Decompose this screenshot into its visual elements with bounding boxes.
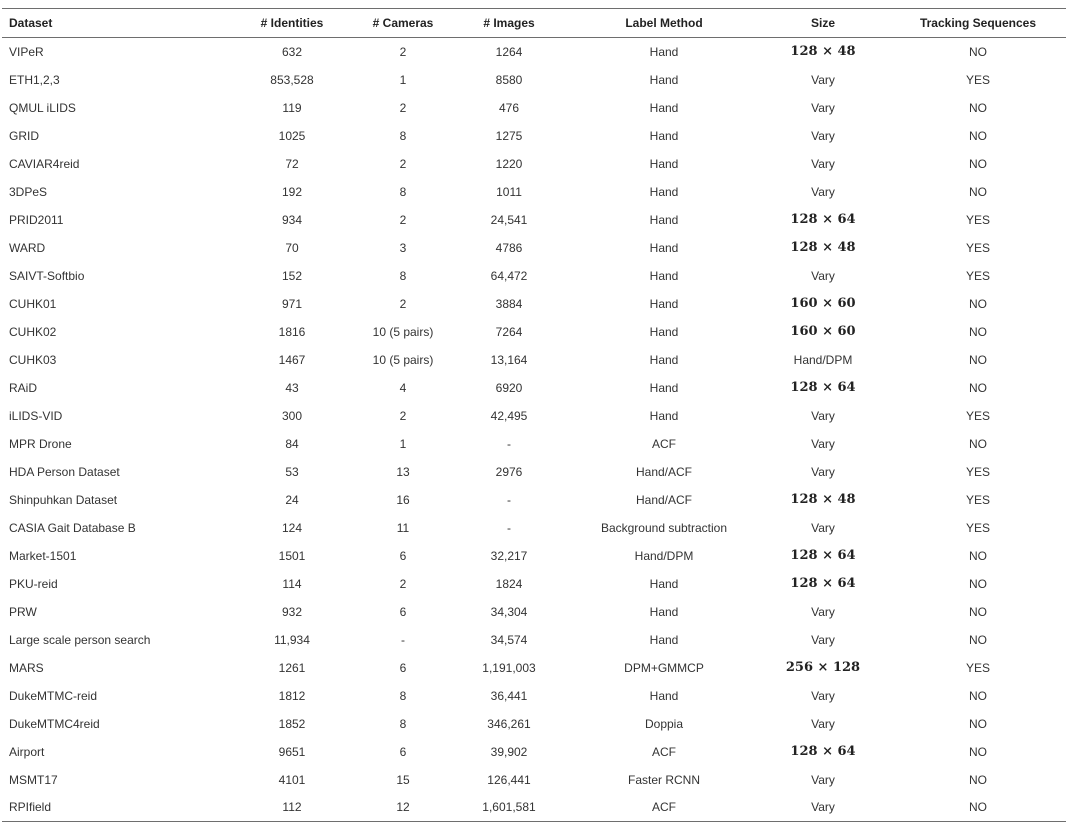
cell-identities: 4101 (278, 772, 306, 787)
header-identities: # Identities (260, 16, 324, 30)
table-row (2, 234, 1066, 262)
cell-images: 1824 (495, 576, 523, 591)
cell-identities: 632 (281, 44, 303, 59)
cell-identities: 124 (281, 520, 303, 535)
cell-images: 42,495 (490, 408, 528, 423)
cell-images: 34,304 (490, 604, 528, 619)
cell-cameras: 3 (399, 240, 407, 255)
cell-label-method: Hand/DPM (634, 548, 694, 563)
cell-images: 1,601,581 (482, 800, 536, 815)
cell-images: 126,441 (487, 772, 531, 787)
cell-images: 8580 (495, 72, 523, 87)
cell-tracking-sequences: NO (969, 296, 987, 311)
cell-label-method: Hand (649, 72, 679, 87)
cell-images: 39,902 (490, 744, 528, 759)
table-row (2, 682, 1066, 710)
cell-dataset: ETH1,2,3 (9, 72, 60, 87)
cell-identities: 1261 (278, 660, 306, 675)
cell-size: Vary (811, 184, 835, 199)
table-row (2, 794, 1066, 822)
cell-size: Vary (811, 72, 835, 87)
cell-identities: 43 (285, 380, 299, 395)
table-row (2, 402, 1066, 430)
cell-cameras: 6 (399, 548, 407, 563)
cell-identities: 853,528 (270, 72, 314, 87)
cell-dataset: CUHK01 (9, 296, 57, 311)
cell-size: 256 × 128 (785, 660, 861, 675)
cell-dataset: MPR Drone (9, 436, 72, 451)
cell-cameras: 8 (399, 716, 407, 731)
cell-size: Vary (811, 772, 835, 787)
cell-images: - (507, 520, 511, 535)
cell-label-method: Hand (649, 408, 679, 423)
cell-images: 476 (498, 100, 520, 115)
cell-cameras: 8 (399, 128, 407, 143)
cell-cameras: 16 (396, 492, 410, 507)
cell-dataset: GRID (9, 128, 39, 143)
table-row (2, 766, 1066, 794)
cell-images: 2976 (495, 464, 523, 479)
cell-tracking-sequences: NO (969, 744, 987, 759)
table-body (2, 38, 1066, 822)
cell-tracking-sequences: NO (969, 800, 987, 815)
cell-label-method: Background subtraction (600, 520, 728, 535)
table-row (2, 38, 1066, 66)
cell-cameras: 6 (399, 744, 407, 759)
table-row (2, 66, 1066, 94)
cell-images: 1264 (495, 44, 523, 59)
cell-identities: 1816 (278, 324, 306, 339)
cell-tracking-sequences: NO (969, 632, 987, 647)
cell-size: Vary (811, 100, 835, 115)
cell-cameras: 6 (399, 604, 407, 619)
cell-identities: 1812 (278, 688, 306, 703)
cell-cameras: 15 (396, 772, 410, 787)
cell-cameras: - (401, 632, 405, 647)
cell-images: 64,472 (490, 268, 528, 283)
cell-identities: 72 (285, 156, 299, 171)
cell-label-method: Hand/ACF (635, 492, 693, 507)
cell-images: 34,574 (490, 632, 528, 647)
cell-label-method: Hand (649, 632, 679, 647)
cell-tracking-sequences: NO (969, 156, 987, 171)
cell-dataset: 3DPeS (9, 184, 48, 199)
table-row (2, 430, 1066, 458)
cell-tracking-sequences: NO (969, 576, 987, 591)
cell-label-method: ACF (652, 744, 676, 759)
cell-dataset: Shinpuhkan Dataset (9, 492, 118, 507)
cell-tracking-sequences: NO (969, 436, 987, 451)
cell-label-method: Hand (649, 688, 679, 703)
cell-label-method: Hand (649, 212, 679, 227)
cell-cameras: 8 (399, 268, 407, 283)
cell-cameras: 2 (399, 100, 407, 115)
header-dataset: Dataset (9, 16, 53, 30)
table-row (2, 346, 1066, 374)
table-row (2, 738, 1066, 766)
cell-cameras: 10 (5 pairs) (372, 324, 434, 339)
cell-tracking-sequences: NO (969, 716, 987, 731)
table-row (2, 514, 1066, 542)
table-row (2, 598, 1066, 626)
cell-identities: 932 (281, 604, 303, 619)
cell-tracking-sequences: YES (965, 660, 990, 675)
cell-images: 6920 (495, 380, 523, 395)
table-row (2, 318, 1066, 346)
cell-tracking-sequences: NO (969, 324, 987, 339)
cell-identities: 112 (282, 800, 302, 815)
cell-tracking-sequences: NO (969, 128, 987, 143)
table-row (2, 262, 1066, 290)
cell-identities: 24 (285, 492, 299, 507)
table-row (2, 570, 1066, 598)
cell-size: Vary (811, 604, 835, 619)
cell-size: 160 × 60 (790, 324, 856, 339)
cell-tracking-sequences: NO (969, 380, 987, 395)
table-row (2, 290, 1066, 318)
cell-dataset: DukeMTMC4reid (9, 716, 100, 731)
cell-identities: 1852 (278, 716, 306, 731)
header-size: Size (810, 16, 835, 30)
cell-label-method: Hand (649, 324, 679, 339)
cell-size: Vary (811, 464, 835, 479)
cell-identities: 11,934 (274, 632, 310, 647)
cell-identities: 1467 (278, 352, 306, 367)
cell-size: 128 × 64 (790, 576, 856, 591)
cell-cameras: 6 (399, 660, 407, 675)
cell-tracking-sequences: YES (965, 464, 990, 479)
cell-label-method: Hand (649, 156, 679, 171)
cell-size: 128 × 64 (790, 548, 856, 563)
cell-tracking-sequences: NO (969, 44, 987, 59)
cell-size: 128 × 64 (790, 212, 856, 227)
cell-size: Hand/DPM (793, 352, 853, 367)
table-row (2, 486, 1066, 514)
header-row (2, 9, 1066, 38)
cell-images: 1,191,003 (482, 660, 536, 675)
cell-dataset: QMUL iLIDS (9, 100, 76, 115)
cell-tracking-sequences: YES (965, 520, 990, 535)
cell-label-method: ACF (652, 436, 676, 451)
cell-cameras: 2 (399, 576, 407, 591)
cell-dataset: CAVIAR4reid (9, 156, 80, 171)
cell-tracking-sequences: YES (965, 240, 990, 255)
cell-cameras: 10 (5 pairs) (372, 352, 434, 367)
cell-size: Vary (811, 688, 835, 703)
cell-dataset: PRID2011 (9, 212, 64, 227)
cell-identities: 971 (281, 296, 303, 311)
cell-label-method: Hand (649, 100, 679, 115)
cell-size: 128 × 64 (790, 380, 856, 395)
cell-label-method: Hand (649, 352, 679, 367)
cell-tracking-sequences: NO (969, 548, 987, 563)
cell-label-method: Hand/ACF (635, 464, 693, 479)
cell-dataset: MSMT17 (9, 772, 58, 787)
cell-dataset: iLIDS-VID (9, 408, 63, 423)
cell-dataset: SAIVT-Softbio (9, 268, 85, 283)
cell-cameras: 8 (399, 184, 407, 199)
cell-dataset: PKU-reid (9, 576, 58, 591)
cell-images: 346,261 (487, 716, 531, 731)
cell-dataset: WARD (9, 240, 46, 255)
header-images: # Images (483, 16, 535, 30)
cell-images: 1011 (496, 184, 522, 199)
cell-cameras: 12 (396, 800, 410, 815)
cell-identities: 9651 (278, 744, 306, 759)
table-row (2, 374, 1066, 402)
cell-label-method: Hand (649, 296, 679, 311)
cell-cameras: 2 (399, 408, 407, 423)
cell-size: Vary (811, 408, 835, 423)
cell-dataset: CASIA Gait Database B (9, 520, 136, 535)
cell-label-method: Hand (649, 240, 679, 255)
cell-identities: 192 (281, 184, 303, 199)
cell-identities: 152 (281, 268, 303, 283)
cell-images: 13,164 (490, 352, 528, 367)
cell-label-method: Hand (649, 44, 679, 59)
cell-size: Vary (811, 268, 835, 283)
cell-identities: 70 (285, 240, 299, 255)
cell-dataset: CUHK03 (9, 352, 57, 367)
cell-size: 128 × 64 (790, 744, 856, 759)
cell-size: 128 × 48 (790, 44, 856, 60)
cell-tracking-sequences: NO (969, 352, 987, 367)
cell-identities: 53 (285, 464, 299, 479)
cell-cameras: 2 (399, 212, 407, 227)
header-tracking-sequences: Tracking Sequences (919, 16, 1037, 30)
header-cameras: # Cameras (372, 16, 434, 30)
cell-label-method: Hand (649, 604, 679, 619)
cell-dataset: Airport (9, 744, 45, 759)
cell-tracking-sequences: NO (969, 772, 987, 787)
cell-images: - (507, 436, 511, 451)
cell-images: 7264 (495, 324, 523, 339)
cell-tracking-sequences: YES (965, 72, 990, 87)
cell-tracking-sequences: YES (965, 492, 990, 507)
cell-tracking-sequences: YES (965, 212, 990, 227)
cell-images: 1275 (495, 128, 523, 143)
table-row (2, 458, 1066, 486)
cell-identities: 119 (282, 100, 302, 115)
header-label-method: Label Method (625, 16, 703, 30)
cell-label-method: Hand (649, 184, 679, 199)
cell-cameras: 13 (396, 464, 410, 479)
cell-cameras: 8 (399, 688, 407, 703)
cell-cameras: 2 (399, 296, 407, 311)
cell-dataset: Large scale person search (9, 632, 151, 647)
cell-size: 128 × 48 (790, 240, 856, 255)
cell-tracking-sequences: NO (969, 184, 987, 199)
table-row (2, 122, 1066, 150)
cell-tracking-sequences: NO (969, 688, 987, 703)
cell-size: Vary (811, 128, 835, 143)
cell-identities: 114 (282, 576, 302, 591)
cell-label-method: Hand (649, 576, 679, 591)
cell-dataset: Market-1501 (9, 548, 77, 563)
table-row (2, 150, 1066, 178)
cell-size: Vary (811, 156, 835, 171)
cell-dataset: PRW (9, 604, 37, 619)
cell-identities: 300 (281, 408, 303, 423)
cell-images: 32,217 (490, 548, 528, 563)
cell-cameras: 2 (399, 156, 407, 171)
cell-tracking-sequences: NO (969, 100, 987, 115)
cell-images: 36,441 (490, 688, 528, 703)
table-row (2, 94, 1066, 122)
cell-images: 3884 (495, 296, 523, 311)
cell-tracking-sequences: YES (965, 268, 990, 283)
cell-images: 24,541 (490, 212, 528, 227)
cell-tracking-sequences: NO (969, 604, 987, 619)
table-row (2, 206, 1066, 234)
cell-identities: 84 (285, 436, 299, 451)
cell-tracking-sequences: YES (965, 408, 990, 423)
cell-label-method: Faster RCNN (627, 772, 700, 787)
cell-dataset: HDA Person Dataset (9, 464, 120, 479)
cell-cameras: 4 (399, 380, 407, 395)
cell-label-method: Hand (649, 128, 679, 143)
cell-identities: 1501 (278, 548, 306, 563)
cell-cameras: 1 (399, 436, 407, 451)
cell-cameras: 11 (396, 520, 410, 535)
cell-images: 1220 (495, 156, 523, 171)
table-row (2, 178, 1066, 206)
cell-dataset: MARS (9, 660, 44, 675)
cell-label-method: Doppia (644, 716, 684, 731)
cell-size: 160 × 60 (790, 296, 856, 311)
table-row (2, 710, 1066, 738)
cell-label-method: ACF (652, 800, 676, 815)
cell-dataset: DukeMTMC-reid (9, 688, 98, 703)
cell-size: Vary (811, 520, 835, 535)
cell-dataset: VIPeR (9, 44, 44, 59)
cell-cameras: 2 (399, 44, 407, 59)
table-row (2, 654, 1066, 682)
cell-size: Vary (811, 800, 835, 815)
cell-cameras: 1 (399, 72, 407, 87)
cell-dataset: RAiD (9, 380, 38, 395)
cell-dataset: CUHK02 (9, 324, 57, 339)
cell-label-method: Hand (649, 268, 679, 283)
cell-label-method: DPM+GMMCP (624, 660, 704, 675)
table-header (2, 9, 1066, 38)
cell-identities: 934 (281, 212, 303, 227)
cell-size: Vary (811, 716, 835, 731)
table-row (2, 542, 1066, 570)
table-row (2, 626, 1066, 654)
cell-size: 128 × 48 (790, 492, 856, 507)
cell-size: Vary (811, 632, 835, 647)
cell-identities: 1025 (278, 128, 306, 143)
cell-size: Vary (811, 436, 835, 451)
cell-dataset: RPIfield (9, 800, 52, 815)
cell-images: - (507, 492, 511, 507)
cell-label-method: Hand (649, 380, 679, 395)
datasets-table (2, 8, 1066, 822)
cell-images: 4786 (495, 240, 523, 255)
